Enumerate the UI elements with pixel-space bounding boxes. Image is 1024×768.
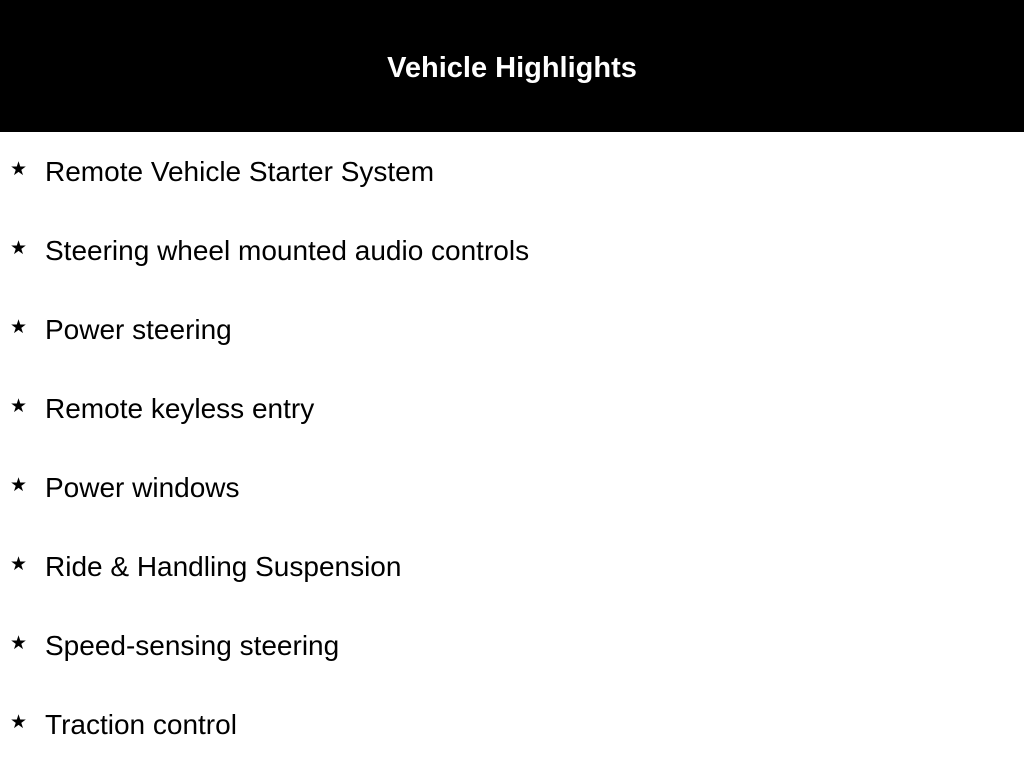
star-icon: ★ xyxy=(10,632,28,654)
highlight-label: Remote keyless entry xyxy=(45,393,315,424)
star-icon: ★ xyxy=(10,395,28,417)
highlight-label: Power steering xyxy=(45,314,232,345)
star-icon: ★ xyxy=(10,316,28,338)
star-icon: ★ xyxy=(10,158,28,180)
highlight-label: Traction control xyxy=(45,709,237,740)
page-title: Vehicle Highlights xyxy=(387,51,637,84)
highlight-label: Steering wheel mounted audio controls xyxy=(45,235,530,266)
star-icon: ★ xyxy=(10,553,28,575)
star-icon: ★ xyxy=(10,474,28,496)
header-banner xyxy=(0,0,1024,132)
highlight-label: Power windows xyxy=(45,472,240,503)
star-icon: ★ xyxy=(10,711,28,733)
star-icon: ★ xyxy=(10,237,28,259)
highlight-label: Remote Vehicle Starter System xyxy=(45,156,435,187)
highlight-label: Speed-sensing steering xyxy=(45,630,340,661)
highlight-label: Ride & Handling Suspension xyxy=(45,551,402,582)
